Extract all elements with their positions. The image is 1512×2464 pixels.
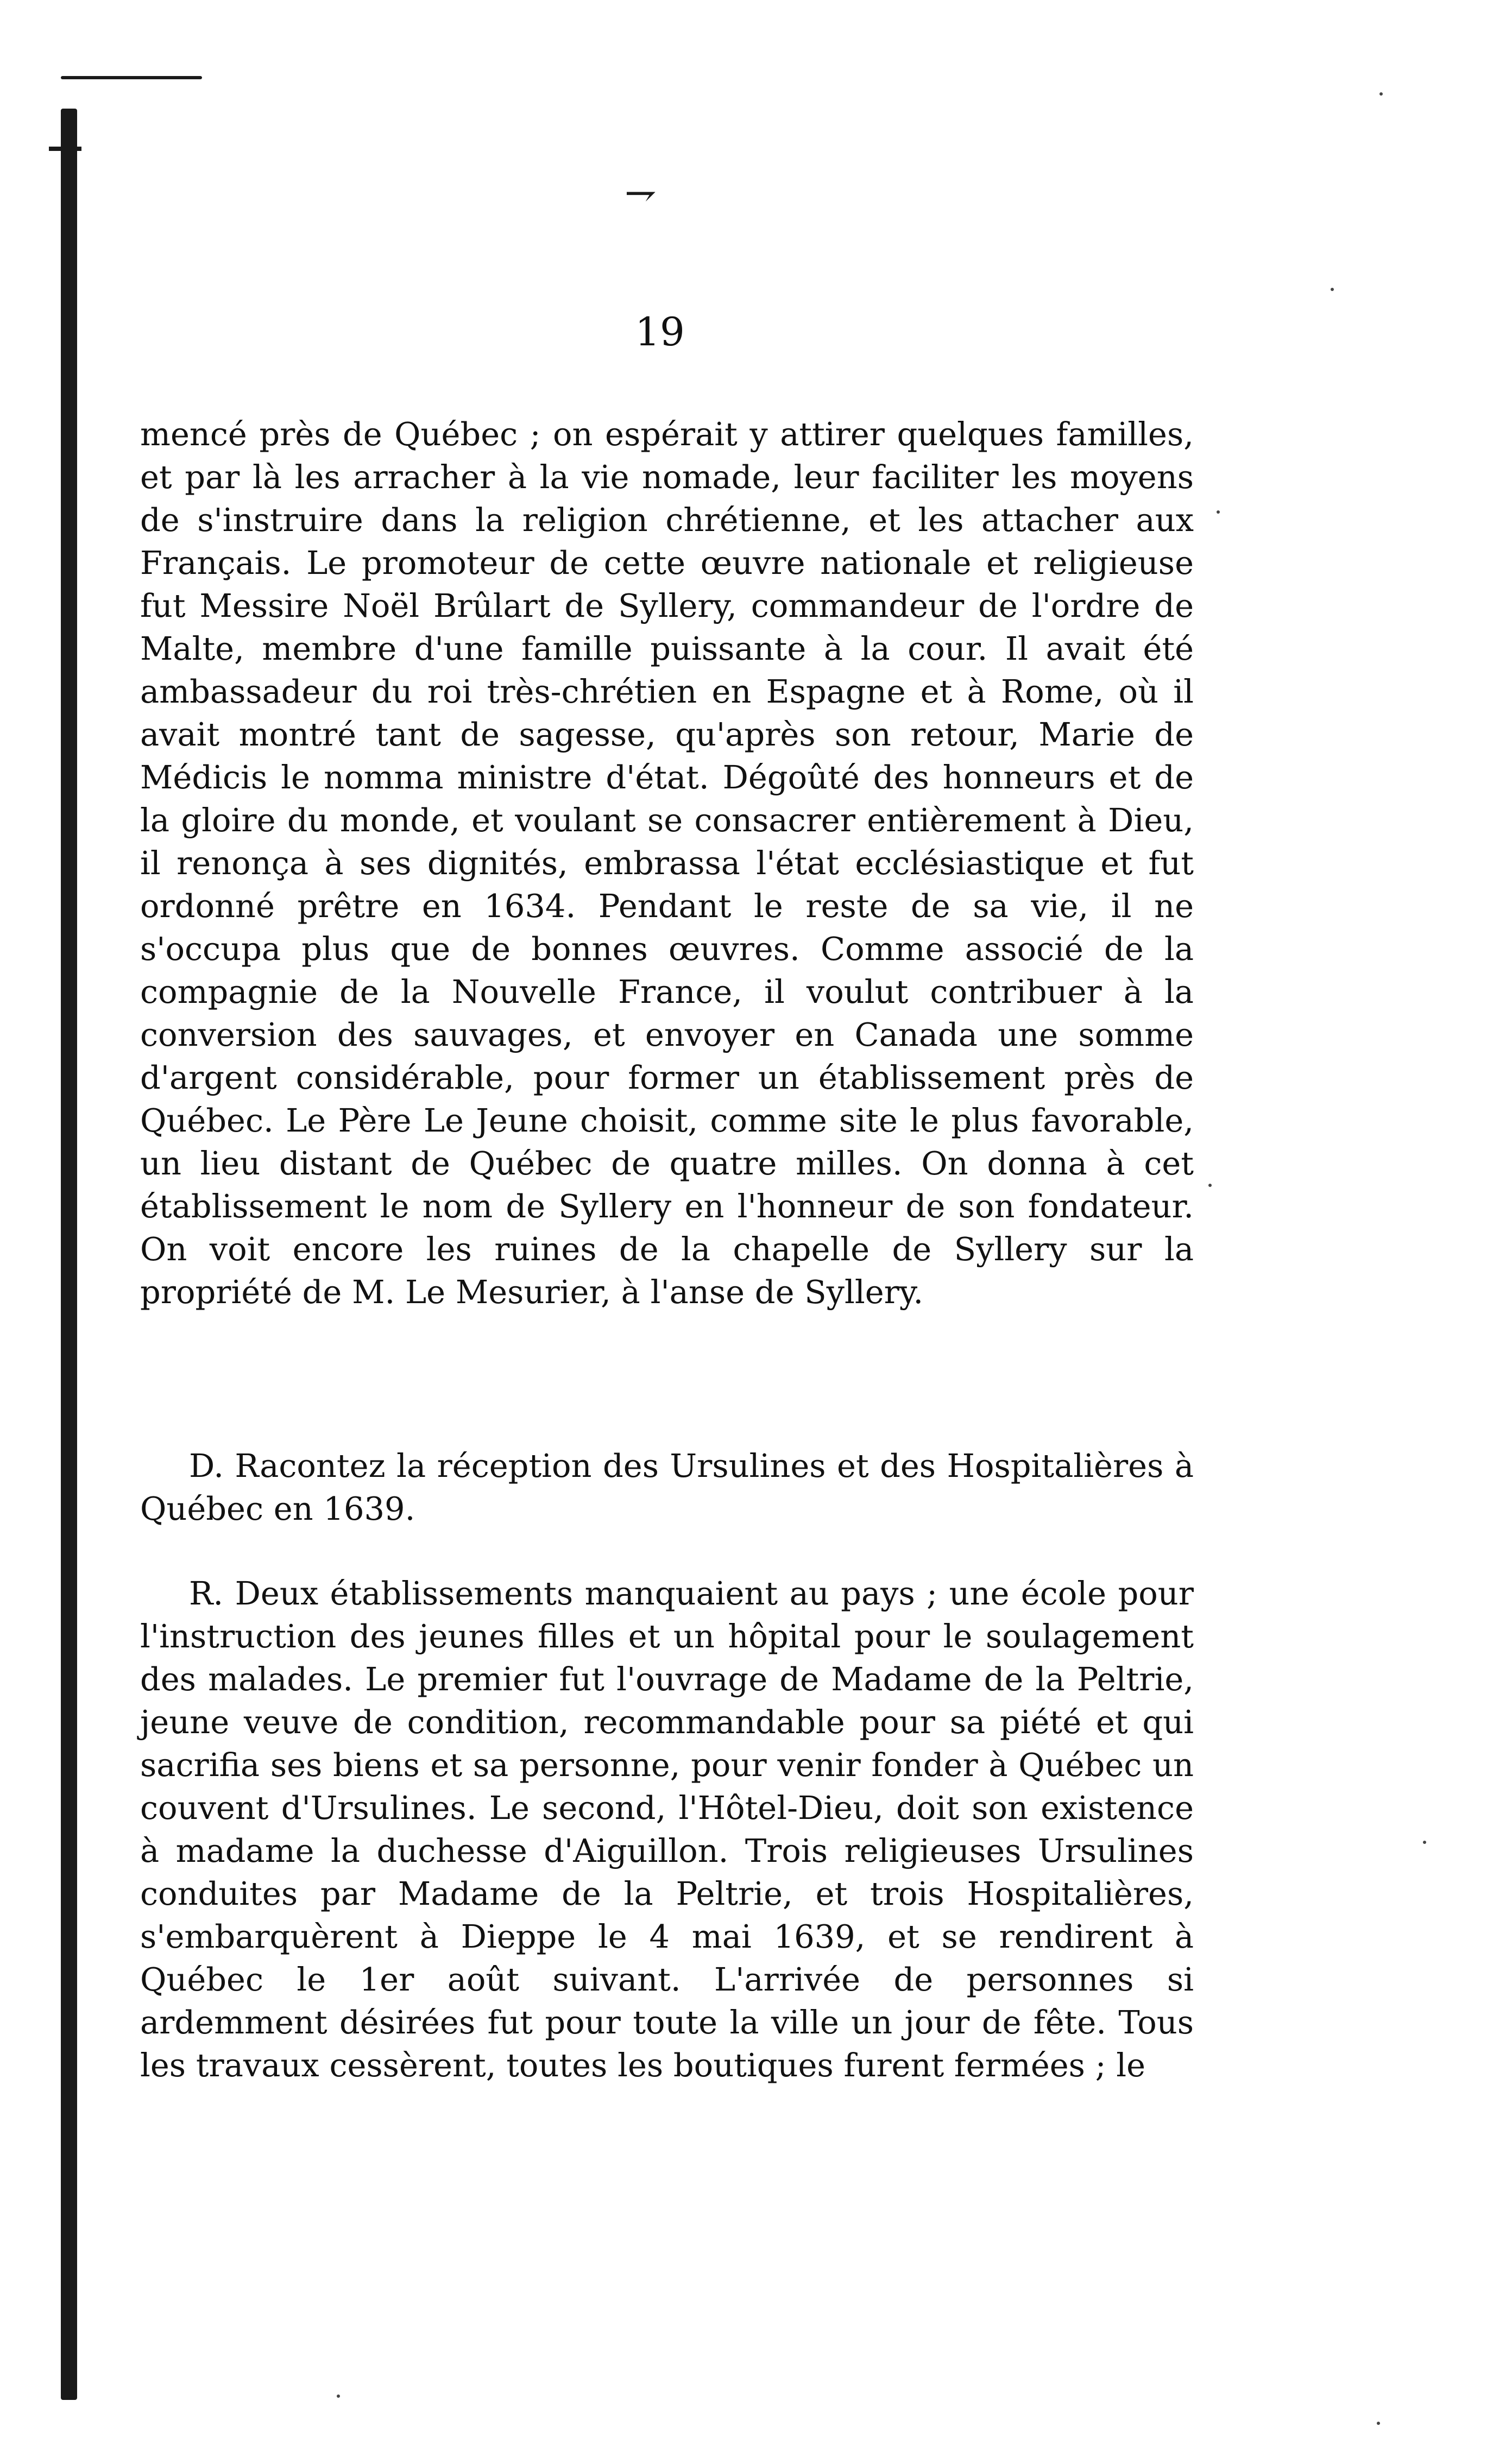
speck: [1379, 92, 1383, 96]
question-paragraph: D. Racontez la réception des Ursulines et des Hospitalières à Québec en 1639.: [140, 1447, 1194, 1527]
speck: [1217, 510, 1220, 514]
body-paragraph: mencé près de Québec ; on espérait y attirer quelques familles, et par là les arracher à la vie nomade, leur faciliter les moyens de s'instruire dans la religion chrétienne, et les attacher aux Français. Le promoteur de cette œuvre nationale et religieuse fut Messire Noël Brûlart de Syllery, commandeur de l'ordre de Malte, membre d'une famille puissante à la cour. Il avait été ambassadeur du roi très-chrétien en Espagne et à Rome, où il avait montré tant de sagesse, qu'après son retour, Marie de Médicis le nomma ministre d'état. Dégoûté des honneurs et de la gloire du monde, et voulant se consacrer entièrement à Dieu, il renonça à ses dignités, embrassa l'état ecclésiastique et fut ordonné prêtre en 1634. Pendant le reste de sa vie, il ne s'occupa plus que de bonnes œuvres. Comme associé de la compagnie de la Nouvelle France, il voulut contribuer à la conversion des sauvages, et envoyer en Canada une somme d'argent considérable, pour former un établissement près de Québec. Le Père Le Jeune choisit, comme site le plus favorable, un lieu distant de Québec de quatre milles. On donna à cet établissement le nom de Syllery en l'honneur de son fondateur. On voit encore les ruines de la chapelle de Syllery sur la propriété de M. Le Mesurier, à l'anse de Syllery.: [140, 415, 1194, 1311]
answer-paragraph: R. Deux établissements manquaient au pays ; une école pour l'instruction des jeunes filles et un hôpital pour le soulagement des malades. Le premier fut l'ouvrage de Madame de la Peltrie, jeune veuve de condition, recommandable pour sa piété et qui sacrifia ses biens et sa personne, pour venir fonder à Québec un couvent d'Ursulines. Le second, l'Hôtel-Dieu, doit son existence à madame la duchesse d'Aiguillon. Trois religieuses Ursulines conduites par Madame de la Peltrie, et trois Hospitalières, s'embarquèrent à Dieppe le 4 mai 1639, et se rendirent à Québec le 1er août suivant. L'arrivée de personnes si ardemment désirées fut pour toute la ville un jour de fête. Tous les travaux cessèrent, toutes les boutiques furent fermées ; le: [140, 1575, 1194, 2084]
speck: [1208, 1184, 1212, 1187]
ornament-mark: ⇁: [625, 170, 657, 215]
speck: [337, 2394, 340, 2398]
speck: [1423, 1841, 1426, 1844]
binding-edge-top: [61, 76, 202, 79]
binding-edge: [61, 109, 77, 2400]
page-number: 19: [635, 309, 685, 355]
speck: [1377, 2422, 1380, 2425]
speck: [1331, 288, 1334, 291]
